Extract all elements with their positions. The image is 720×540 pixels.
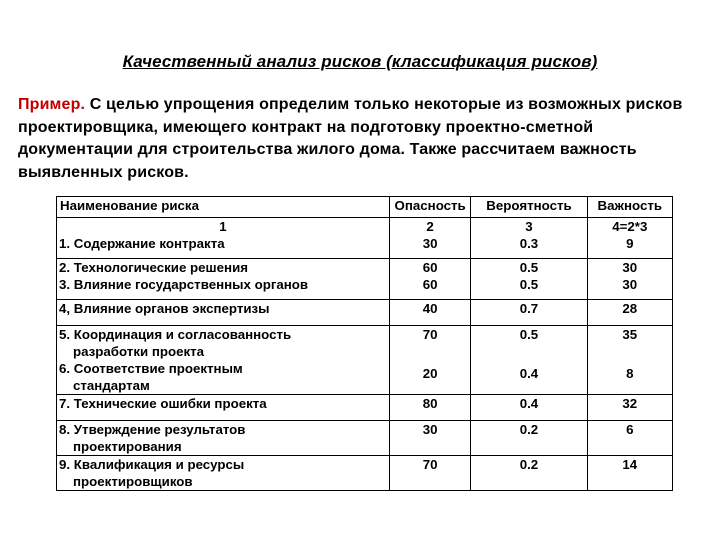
risk-name-continued: стандартам [73,378,150,393]
danger-value: 70 [422,327,438,342]
importance-value: 32 [587,395,672,421]
importance-value: 9 [626,236,634,251]
probability-value: 0.4 [519,366,539,381]
danger-value: 60 [422,260,438,275]
header-probability: Вероятность [471,197,587,218]
importance-value: 30 [622,260,638,275]
risk-name: 3. Влияние государственных органов [59,277,309,292]
importance-cell [587,218,672,259]
risk-name: 9. Квалификация и ресурсы [59,457,245,472]
danger-value: 60 [422,277,438,292]
risk-name: 7. Технические ошибки проекта [59,396,267,411]
header-danger: Опасность [389,197,470,218]
probability-value: 0.5 [519,277,539,292]
risk-name-cell [57,395,390,421]
header-risk-name: Наименование риска [57,197,390,218]
probability-value: 0.2 [471,456,587,491]
intro-text: С целью упрощения определим только некоторые из возможных рисков проектировщика, имеющего контракт на подготовку проектно-сметной документации для строительства жилого дома. Также рассчитаем важность выявленных рисков. [18,96,683,181]
importance-value: 6 [587,421,672,456]
table-row [57,326,673,395]
probability-cell [471,259,587,300]
risk-table [56,196,673,491]
table-header-row [57,197,673,218]
probability-value: 0.7 [471,300,587,326]
table-row [57,456,673,491]
column-number-importance: 4=2*3 [612,219,648,234]
probability-value: 0.5 [519,327,539,342]
danger-cell [389,326,470,395]
risk-name: 4, Влияние органов экспертизы [59,301,270,316]
column-number-name: 1 [219,219,227,234]
importance-cell [587,259,672,300]
importance-cell [587,326,672,395]
risk-name-cell [57,300,390,326]
risk-name: 2. Технологические решения [59,260,248,275]
danger-cell [389,218,470,259]
table-row [57,421,673,456]
example-label: Пример. [18,96,86,113]
risk-name-cell [57,421,390,456]
importance-value: 8 [626,366,634,381]
probability-value: 0.4 [471,395,587,421]
header-importance: Важность [587,197,672,218]
danger-value: 30 [422,236,438,251]
danger-value: 80 [389,395,470,421]
risk-name-cell [57,218,390,259]
danger-value: 40 [389,300,470,326]
danger-cell [389,259,470,300]
table-row [57,395,673,421]
danger-value: 30 [389,421,470,456]
table-row [57,218,673,259]
risk-name-cell [57,259,390,300]
danger-value: 70 [389,456,470,491]
risk-name-continued: проектирования [73,439,182,454]
importance-value: 35 [622,327,638,342]
risk-name-cell [57,456,390,491]
risk-name: 1. Содержание контракта [59,236,225,251]
intro-paragraph [18,94,708,184]
page-title: Качественный анализ рисков (классификация рисков) [122,52,598,71]
table-row [57,300,673,326]
risk-name-continued: разработки проекта [73,344,205,359]
probability-value: 0.3 [519,236,539,251]
probability-value: 0.2 [471,421,587,456]
table-row [57,259,673,300]
importance-value: 30 [622,277,638,292]
risk-name-continued: проектировщиков [73,474,193,489]
importance-value: 28 [587,300,672,326]
danger-value: 20 [422,366,438,381]
column-number-danger: 2 [426,219,434,234]
probability-value: 0.5 [519,260,539,275]
risk-name-cell [57,326,390,395]
risk-name: 8. Утверждение результатов [59,422,246,437]
probability-cell [471,218,587,259]
importance-value: 14 [587,456,672,491]
risk-name: 5. Координация и согласованность [59,327,292,342]
probability-cell [471,326,587,395]
risk-name: 6. Соответствие проектным [59,361,243,376]
column-number-probability: 3 [525,219,533,234]
